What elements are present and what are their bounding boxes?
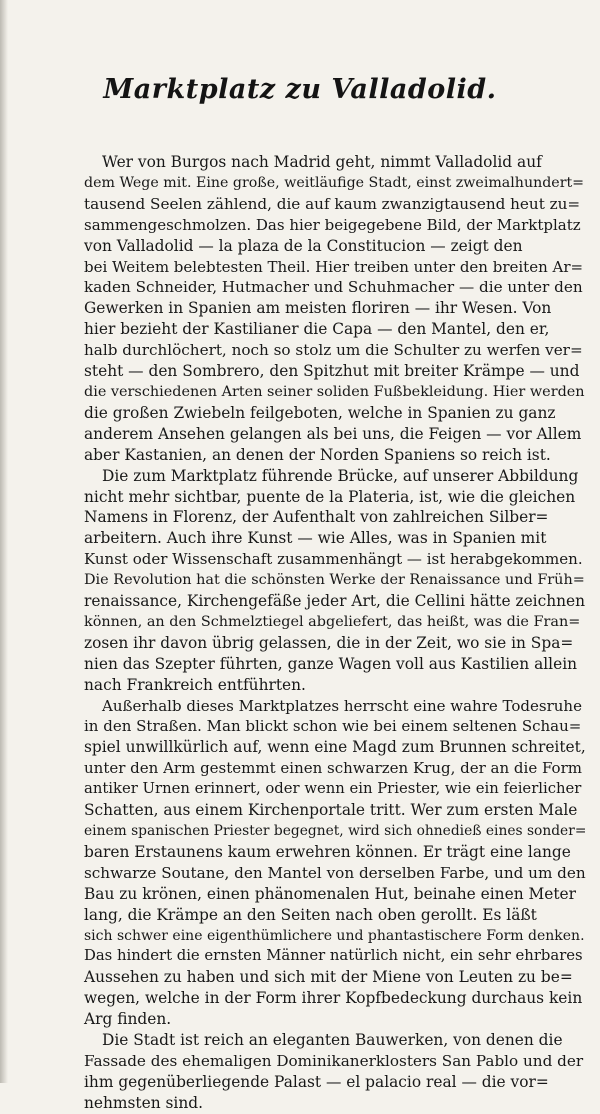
text-line: baren Erstaunens kaum erwehren können. Er trägt eine lange bbox=[84, 842, 571, 861]
text-line: schwarze Soutane, den Mantel von derselben Farbe, und um den bbox=[84, 863, 586, 882]
text-line: kaden Schneider, Hutmacher und Schuhmacher — die unter den bbox=[84, 278, 583, 297]
text-line: anderem Ansehen gelangen als bei uns, die Feigen — vor Allem bbox=[84, 424, 582, 443]
text-line: Die Stadt ist reich an eleganten Bauwerken, von denen die bbox=[102, 1031, 563, 1050]
text-line: die großen Zwiebeln feilgeboten, welche in Spanien zu ganz bbox=[84, 403, 556, 422]
text-line: Außerhalb dieses Marktplatzes herrscht eine wahre Todesruhe bbox=[102, 696, 582, 715]
text-line: Fassade des ehemaligen Dominikanerklosters San Pablo und der bbox=[84, 1051, 584, 1070]
text-line: nien das Szepter führten, ganze Wagen voll aus Kastilien allein bbox=[84, 654, 578, 673]
text-line: bei Weitem belebtesten Theil. Hier treiben unter den breiten Ar= bbox=[84, 257, 584, 276]
text-line: Die Revolution hat die schönsten Werke der Renaissance und Früh= bbox=[84, 572, 585, 589]
text-line: lang, die Krämpe an den Seiten nach oben gerollt. Es läßt bbox=[84, 905, 537, 924]
text-line: können, an den Schmelztiegel abgeliefert, das heißt, was die Fran= bbox=[84, 613, 581, 630]
text-line: Schatten, aus einem Kirchenportale tritt. Wer zum ersten Male bbox=[84, 801, 578, 820]
text-line: aber Kastanien, an denen der Norden Spaniens so reich ist. bbox=[84, 445, 551, 464]
text-line: in den Straßen. Man blickt schon wie bei einem seltenen Schau= bbox=[84, 717, 582, 736]
paragraph-3 bbox=[84, 696, 586, 1031]
text-line: dem Wege mit. Eine große, weitläufige Stadt, einst zweimalhundert= bbox=[84, 174, 585, 191]
text-line: von Valladolid — la plaza de la Constitucion — zeigt den bbox=[84, 236, 523, 255]
text-line: antiker Urnen erinnert, oder wenn ein Priester, wie ein feierlicher bbox=[84, 780, 582, 798]
text-line: die verschiedenen Arten seiner soliden Fußbekleidung. Hier werden bbox=[84, 383, 585, 400]
text-line: tausend Seelen zählend, die auf kaum zwanzigtausend heut zu= bbox=[84, 194, 581, 213]
text-line: Bau zu krönen, einen phänomenalen Hut, beinahe einen Meter bbox=[84, 884, 577, 903]
text-line: Aussehen zu haben und sich mit der Miene von Leuten zu be= bbox=[84, 968, 573, 987]
text-line: Gewerken in Spanien am meisten floriren — ihr Wesen. Von bbox=[84, 299, 552, 318]
text-line: Wer von Burgos nach Madrid geht, nimmt Valladolid auf bbox=[102, 153, 542, 171]
text-line: renaissance, Kirchengefäße jeder Art, die Cellini hätte zeichnen bbox=[84, 592, 586, 611]
text-line: ihm gegenüberliegende Palast — el palacio real — die vor= bbox=[84, 1072, 549, 1091]
text-line: arbeitern. Auch ihre Kunst — wie Alles, was in Spanien mit bbox=[84, 529, 547, 548]
text-line: zosen ihr davon übrig gelassen, die in der Zeit, wo sie in Spa= bbox=[84, 633, 574, 652]
text-line: sammengeschmolzen. Das hier beigegebene Bild, der Marktplatz bbox=[84, 215, 581, 234]
article-body bbox=[84, 152, 586, 1114]
text-line: spiel unwillkürlich auf, wenn eine Magd zum Brunnen schreitet, bbox=[84, 738, 586, 757]
paragraph-4 bbox=[84, 1030, 586, 1114]
text-line: halb durchlöchert, noch so stolz um die Schulter zu werfen ver= bbox=[84, 341, 583, 360]
text-line: sich schwer eine eigenthümlichere und phantastischere Form denken. bbox=[84, 927, 585, 944]
text-line: nach Frankreich entführten. bbox=[84, 675, 306, 694]
text-line: Namens in Florenz, der Aufenthalt von zahlreichen Silber= bbox=[84, 508, 549, 527]
text-line: nicht mehr sichtbar, puente de la Plateria, ist, wie die gleichen bbox=[84, 487, 576, 506]
page-edge bbox=[0, 0, 8, 1083]
paragraph-1 bbox=[84, 152, 586, 466]
text-line: Das hindert die ernsten Männer natürlich nicht, ein sehr ehrbares bbox=[84, 947, 583, 965]
text-line: einem spanischen Priester begegnet, wird sich ohnedieß eines sonder= bbox=[84, 823, 587, 839]
text-line: Kunst oder Wissenschaft zusammenhängt — ist herabgekommen. bbox=[84, 550, 583, 569]
text-line: steht — den Sombrero, den Spitzhut mit breiter Krämpe — und bbox=[84, 362, 580, 381]
paragraph-2 bbox=[84, 466, 586, 696]
text-line: unter den Arm gestemmt einen schwarzen Krug, der an die Form bbox=[84, 759, 582, 778]
text-line: Arg finden. bbox=[84, 1010, 172, 1029]
text-line: nehmsten sind. bbox=[84, 1093, 203, 1112]
text-line: hier bezieht der Kastilianer die Capa — den Mantel, den er, bbox=[84, 320, 550, 339]
text-line: Die zum Marktplatz führende Brücke, auf unserer Abbildung bbox=[102, 466, 579, 485]
text-line: wegen, welche in der Form ihrer Kopfbedeckung durchaus kein bbox=[84, 989, 583, 1008]
article-title: Marktplatz zu Valladolid. bbox=[103, 74, 497, 105]
